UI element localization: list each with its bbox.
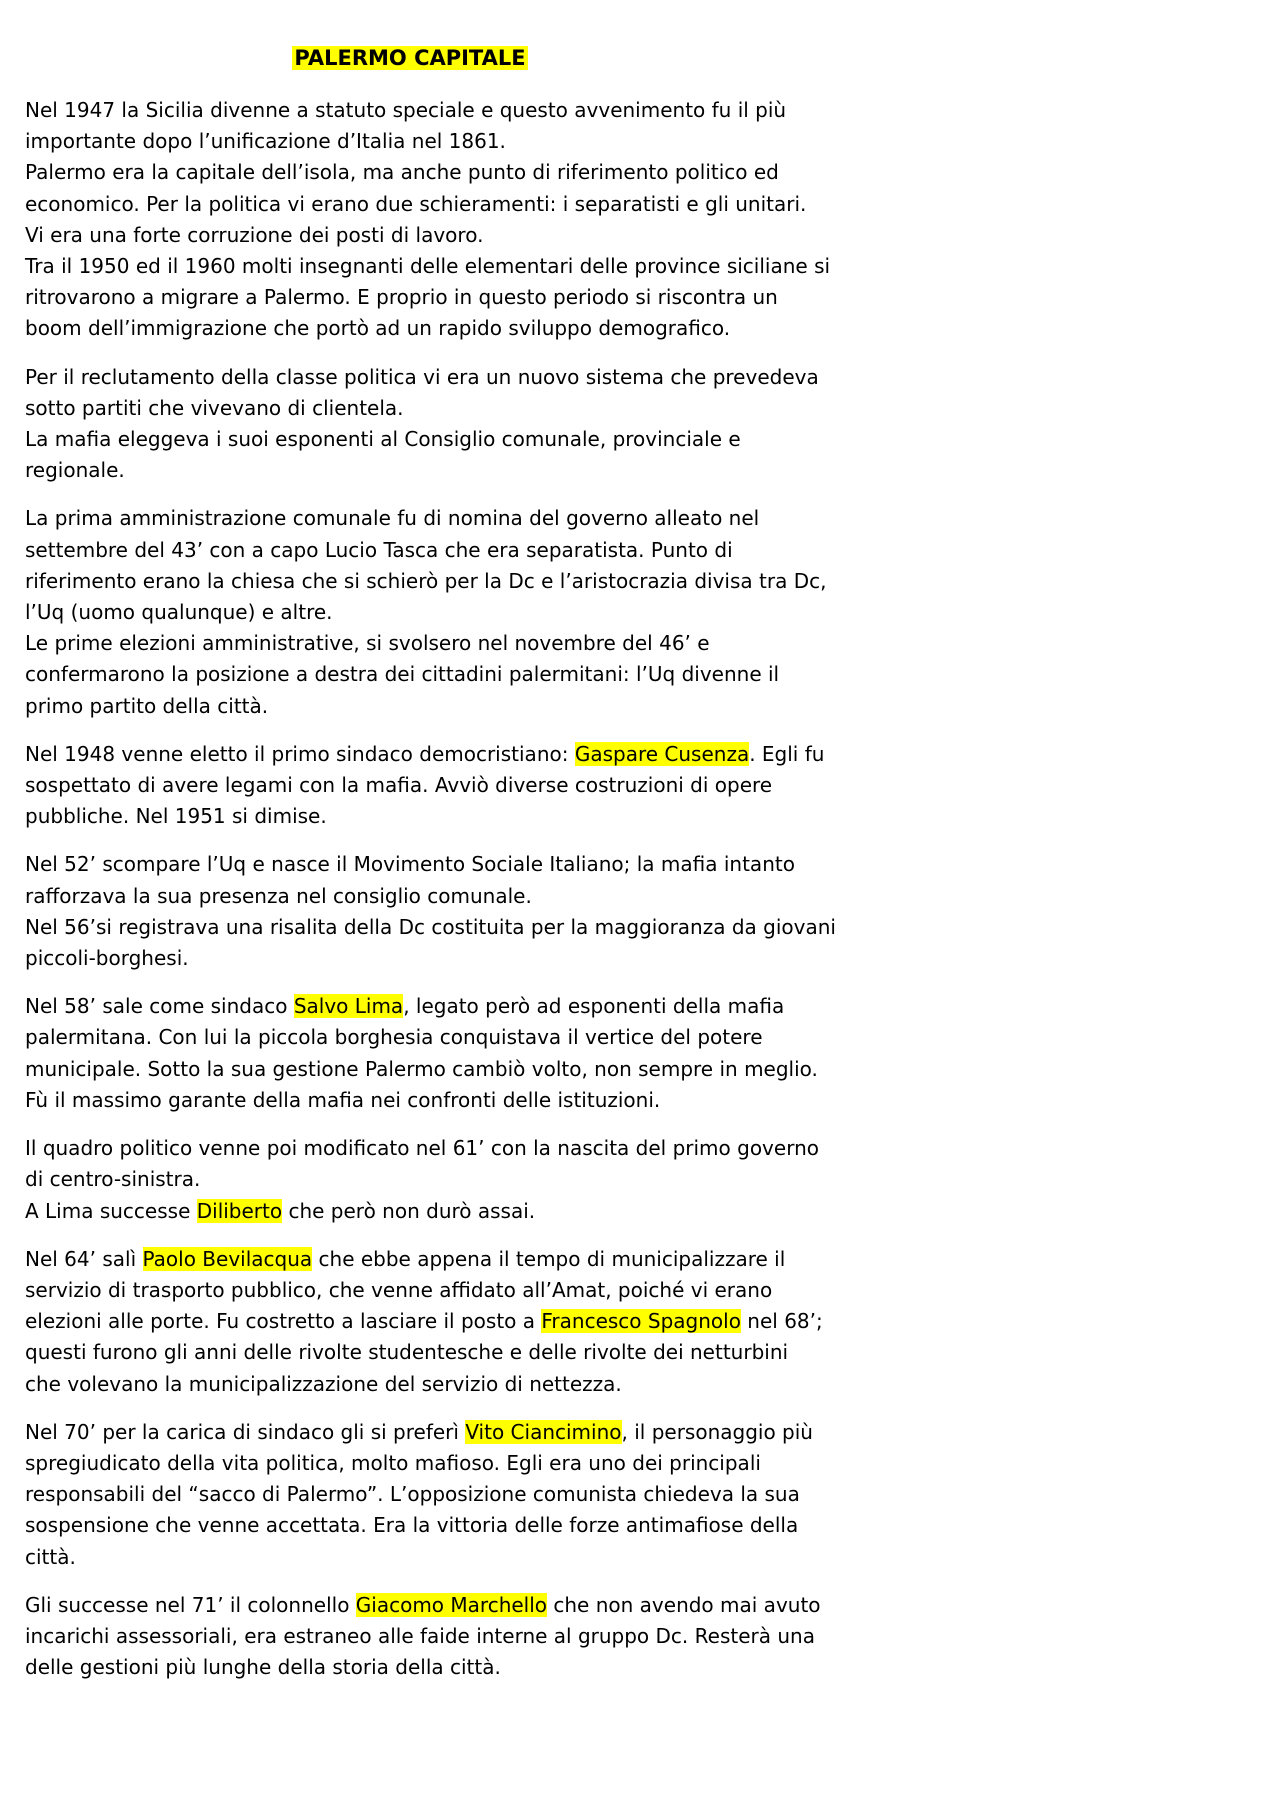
document-title-text: PALERMO CAPITALE xyxy=(294,46,526,70)
text-line xyxy=(25,1306,825,1337)
document-body xyxy=(25,95,836,1700)
text-segment: città. xyxy=(25,1544,76,1569)
text-line xyxy=(25,126,825,157)
text-segment: Gli successe nel 71’ il colonnello xyxy=(25,1592,356,1617)
text-segment: riferimento erano la chiesa che si schierò per la Dc e l’aristocrazia divisa tra Dc, xyxy=(25,568,827,593)
text-segment: sotto partiti che vivevano di clientela. xyxy=(25,395,404,420)
text-line xyxy=(25,1590,825,1621)
text-line xyxy=(25,220,825,251)
paragraph xyxy=(25,1244,825,1400)
text-segment: Nel 1947 la Sicilia divenne a statuto speciale e questo avvenimento fu il più xyxy=(25,98,787,122)
text-line xyxy=(25,313,825,344)
text-segment: Le prime elezioni amministrative, si svolsero nel novembre del 46’ e xyxy=(25,631,710,656)
text-segment: Nel 70’ per la carica di sindaco gli si preferì xyxy=(25,1419,466,1444)
text-line xyxy=(25,1275,825,1306)
text-segment: Fù il massimo garante della mafia nei confronti delle istituzioni. xyxy=(25,1087,661,1112)
text-segment: piccoli-borghesi. xyxy=(25,946,189,971)
text-line xyxy=(25,881,825,912)
paragraph xyxy=(25,362,825,487)
text-line xyxy=(25,1337,825,1368)
highlighted-name: Vito Ciancimino xyxy=(465,1419,622,1444)
text-segment: settembre del 43’ con a capo Lucio Tasca che era separatista. Punto di xyxy=(25,537,733,562)
text-line xyxy=(25,566,825,597)
text-segment: Nel 1948 venne eletto il primo sindaco democristiano: xyxy=(25,741,575,766)
text-line xyxy=(25,503,825,534)
text-segment: A Lima successe xyxy=(25,1198,197,1223)
text-line xyxy=(25,362,825,393)
paragraph xyxy=(25,739,825,833)
text-segment: Vi era una forte corruzione dei posti di lavoro. xyxy=(25,222,484,247)
text-segment: regionale. xyxy=(25,458,125,483)
text-line xyxy=(25,535,825,566)
text-line xyxy=(25,770,825,801)
text-segment: incarichi assessoriali, era estraneo alle faide interne al gruppo Dc. Resterà una xyxy=(25,1623,815,1648)
text-line xyxy=(25,1133,825,1164)
text-segment: , il personaggio più xyxy=(621,1419,813,1444)
highlighted-name: Gaspare Cusenza xyxy=(574,741,750,766)
text-segment: confermarono la posizione a destra dei cittadini palermitani: l’Uq divenne il xyxy=(25,662,780,687)
document-title xyxy=(0,42,820,74)
text-line xyxy=(25,691,825,722)
text-segment: boom dell’immigrazione che portò ad un rapido sviluppo demografico. xyxy=(25,316,731,341)
text-line xyxy=(25,1479,825,1510)
paragraph xyxy=(25,95,831,345)
text-segment: palermitana. Con lui la piccola borghesia conquistava il vertice del potere xyxy=(25,1025,763,1050)
paragraph xyxy=(25,849,836,974)
text-segment: rafforzava la sua presenza nel consiglio comunale. xyxy=(25,883,532,908)
text-segment: municipale. Sotto la sua gestione Palermo cambiò volto, non sempre in meglio. xyxy=(25,1056,818,1081)
text-line xyxy=(25,455,825,486)
text-line xyxy=(25,282,825,313)
highlighted-name: Diliberto xyxy=(196,1198,283,1223)
highlighted-name: Paolo Bevilacqua xyxy=(142,1246,313,1271)
highlighted-name: Giacomo Marchello xyxy=(355,1592,548,1617)
text-line xyxy=(25,157,825,188)
text-segment: che non avendo mai avuto xyxy=(547,1592,821,1617)
highlighted-name: Francesco Spagnolo xyxy=(541,1309,741,1334)
text-segment: l’Uq (uomo qualunque) e altre. xyxy=(25,600,333,625)
text-segment: di centro-sinistra. xyxy=(25,1167,201,1192)
text-line xyxy=(25,849,825,880)
text-line xyxy=(25,393,825,424)
text-line xyxy=(25,739,825,770)
text-segment: economico. Per la politica vi erano due schieramenti: i separatisti e gli unitari. xyxy=(25,191,807,216)
text-line xyxy=(25,991,825,1022)
text-segment: che volevano la municipalizzazione del servizio di nettezza. xyxy=(25,1371,622,1396)
text-line xyxy=(25,1085,825,1116)
text-segment: delle gestioni più lunghe della storia della città. xyxy=(25,1655,501,1680)
text-line xyxy=(25,251,831,282)
text-segment: questi furono gli anni delle rivolte studentesche e delle rivolte dei netturbini xyxy=(25,1340,789,1365)
text-line xyxy=(25,1164,825,1195)
text-line xyxy=(25,659,825,690)
text-segment: importante dopo l’unificazione d’Italia nel 1861. xyxy=(25,129,506,154)
paragraph xyxy=(25,1590,825,1684)
paragraph xyxy=(25,1417,825,1573)
text-segment: che ebbe appena il tempo di municipalizzare il xyxy=(312,1246,786,1271)
text-segment: Palermo era la capitale dell’isola, ma anche punto di riferimento politico ed xyxy=(25,160,779,185)
text-line xyxy=(25,628,825,659)
text-segment: elezioni alle porte. Fu costretto a lasciare il posto a xyxy=(25,1309,542,1334)
text-segment: responsabili del “sacco di Palermo”. L’opposizione comunista chiedeva la sua xyxy=(25,1482,800,1507)
paragraph xyxy=(25,991,825,1116)
text-line xyxy=(25,1510,825,1541)
text-segment: nel 68’; xyxy=(740,1309,823,1334)
text-line xyxy=(25,1621,825,1652)
text-segment: Nel 64’ salì xyxy=(25,1246,143,1271)
text-segment: primo partito della città. xyxy=(25,693,269,718)
text-line xyxy=(25,1054,825,1085)
text-line xyxy=(25,1196,825,1227)
text-line xyxy=(25,95,825,126)
text-segment: sospettato di avere legami con la mafia. Avviò diverse costruzioni di opere xyxy=(25,773,773,798)
text-segment: Il quadro politico venne poi modificato nel 61’ con la nascita del primo governo xyxy=(25,1136,819,1161)
text-segment: Nel 56’si registrava una risalita della Dc costituita per la maggioranza da giovani xyxy=(25,914,836,939)
text-segment: spregiudicato della vita politica, molto mafioso. Egli era uno dei principali xyxy=(25,1450,761,1475)
text-segment: pubbliche. Nel 1951 si dimise. xyxy=(25,804,327,829)
text-line xyxy=(25,943,825,974)
text-line xyxy=(25,1244,825,1275)
text-segment: Tra il 1950 ed il 1960 molti insegnanti delle elementari delle province siciliane si xyxy=(25,254,831,279)
text-segment: servizio di trasporto pubblico, che venne affidato all’Amat, poiché vi erano xyxy=(25,1277,773,1302)
text-line xyxy=(25,597,825,628)
text-line xyxy=(25,1652,825,1683)
text-segment: Per il reclutamento della classe politica vi era un nuovo sistema che prevedeva xyxy=(25,364,819,389)
text-line xyxy=(25,1022,825,1053)
paragraph xyxy=(25,1133,825,1227)
text-line xyxy=(25,189,825,220)
text-segment: La prima amministrazione comunale fu di nomina del governo alleato nel xyxy=(25,506,760,531)
text-line xyxy=(25,1542,825,1573)
text-line xyxy=(25,801,825,832)
text-segment: , legato però ad esponenti della mafia xyxy=(403,994,785,1019)
text-segment: La mafia eleggeva i suoi esponenti al Consiglio comunale, provinciale e xyxy=(25,427,741,452)
text-segment: ritrovarono a migrare a Palermo. E proprio in questo periodo si riscontra un xyxy=(25,285,778,310)
highlighted-name: Salvo Lima xyxy=(293,994,404,1019)
text-line xyxy=(25,1369,825,1400)
text-line xyxy=(25,424,825,455)
text-segment: Nel 58’ sale come sindaco xyxy=(25,994,294,1019)
text-segment: che però non durò assai. xyxy=(282,1198,536,1223)
text-line xyxy=(25,1417,825,1448)
text-segment: . Egli fu xyxy=(749,741,825,766)
text-line xyxy=(25,1448,825,1479)
text-segment: Nel 52’ scompare l’Uq e nasce il Movimento Sociale Italiano; la mafia intanto xyxy=(25,852,795,877)
paragraph xyxy=(25,503,825,721)
text-segment: sospensione che venne accettata. Era la vittoria delle forze antimafiose della xyxy=(25,1513,799,1538)
text-line xyxy=(25,912,836,943)
